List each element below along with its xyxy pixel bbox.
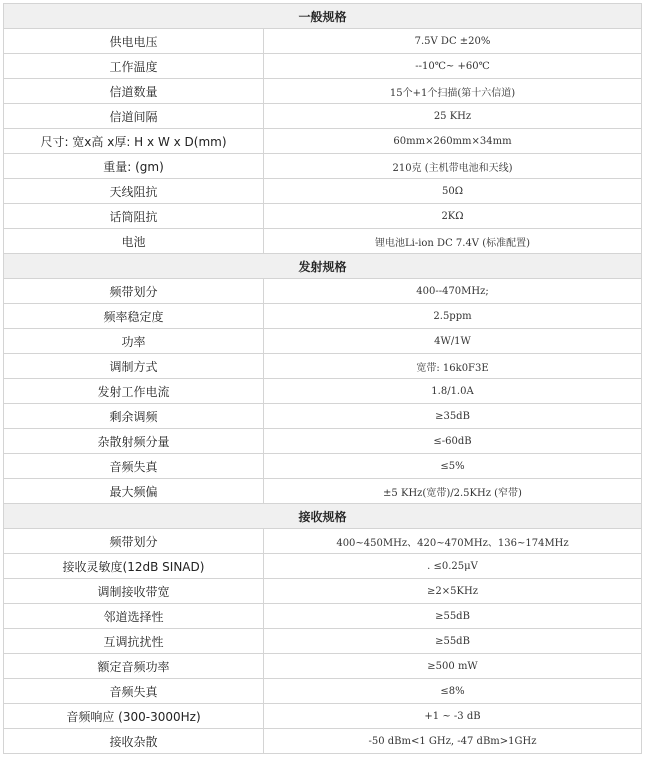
spec-label: 频带划分 — [4, 279, 264, 304]
spec-value: ≥35dB — [264, 404, 642, 429]
spec-label: 发射工作电流 — [4, 379, 264, 404]
spec-value: 15个+1个扫描(第十六信道) — [264, 79, 642, 104]
spec-label: 天线阻抗 — [4, 179, 264, 204]
spec-row — [4, 29, 642, 54]
spec-row — [4, 729, 642, 754]
spec-label: 接收杂散 — [4, 729, 264, 754]
spec-row — [4, 554, 642, 579]
spec-row — [4, 154, 642, 179]
spec-row — [4, 529, 642, 554]
spec-row — [4, 379, 642, 404]
spec-row — [4, 654, 642, 679]
spec-value: ≥500 mW — [264, 654, 642, 679]
section-header-row — [4, 254, 642, 279]
spec-row — [4, 479, 642, 504]
spec-value: --10℃~ +60℃ — [264, 54, 642, 79]
spec-label: 电池 — [4, 229, 264, 254]
spec-value: 2KΩ — [264, 204, 642, 229]
spec-label: 工作温度 — [4, 54, 264, 79]
spec-row — [4, 629, 642, 654]
spec-row — [4, 204, 642, 229]
spec-label: 信道数量 — [4, 79, 264, 104]
spec-label: 接收灵敏度(12dB SINAD) — [4, 554, 264, 579]
spec-value: ±5 KHz(宽带)/2.5KHz (窄带) — [264, 479, 642, 504]
spec-table-body — [4, 4, 642, 754]
section-title: 发射规格 — [4, 254, 642, 279]
spec-value: 锂电池Li-ion DC 7.4V (标准配置) — [264, 229, 642, 254]
spec-row — [4, 454, 642, 479]
spec-label: 频带划分 — [4, 529, 264, 554]
spec-row — [4, 104, 642, 129]
spec-row — [4, 54, 642, 79]
spec-value: 4W/1W — [264, 329, 642, 354]
spec-value: ≤5% — [264, 454, 642, 479]
spec-value: 宽带: 16k0F3E — [264, 354, 642, 379]
spec-row — [4, 604, 642, 629]
spec-label: 话筒阻抗 — [4, 204, 264, 229]
spec-label: 邻道选择性 — [4, 604, 264, 629]
spec-label: 音频失真 — [4, 454, 264, 479]
spec-value: +1 ~ -3 dB — [264, 704, 642, 729]
spec-label: 调制接收带宽 — [4, 579, 264, 604]
spec-row — [4, 354, 642, 379]
spec-label: 调制方式 — [4, 354, 264, 379]
spec-value: 50Ω — [264, 179, 642, 204]
spec-label: 频率稳定度 — [4, 304, 264, 329]
spec-value: 25 KHz — [264, 104, 642, 129]
spec-value: 400--470MHz; — [264, 279, 642, 304]
spec-table — [3, 3, 642, 754]
spec-value: 7.5V DC ±20% — [264, 29, 642, 54]
spec-label: 额定音频功率 — [4, 654, 264, 679]
spec-value: ≥55dB — [264, 629, 642, 654]
section-header-row — [4, 4, 642, 29]
spec-label: 剩余调频 — [4, 404, 264, 429]
spec-row — [4, 304, 642, 329]
spec-row — [4, 79, 642, 104]
spec-label: 互调抗扰性 — [4, 629, 264, 654]
spec-row — [4, 579, 642, 604]
section-title: 接收规格 — [4, 504, 642, 529]
spec-value: . ≤0.25μV — [264, 554, 642, 579]
spec-row — [4, 404, 642, 429]
spec-label: 杂散射频分量 — [4, 429, 264, 454]
section-title: 一般规格 — [4, 4, 642, 29]
spec-label: 供电电压 — [4, 29, 264, 54]
spec-value: ≥55dB — [264, 604, 642, 629]
spec-row — [4, 429, 642, 454]
section-header-row — [4, 504, 642, 529]
spec-label: 音频响应 (300-3000Hz) — [4, 704, 264, 729]
spec-row — [4, 704, 642, 729]
spec-label: 重量: (gm) — [4, 154, 264, 179]
spec-row — [4, 279, 642, 304]
spec-value: -50 dBm<1 GHz, -47 dBm>1GHz — [264, 729, 642, 754]
spec-row — [4, 679, 642, 704]
spec-row — [4, 129, 642, 154]
spec-value: 60mm×260mm×34mm — [264, 129, 642, 154]
spec-value: 400~450MHz、420~470MHz、136~174MHz — [264, 529, 642, 554]
spec-label: 功率 — [4, 329, 264, 354]
spec-value: ≤-60dB — [264, 429, 642, 454]
spec-label: 音频失真 — [4, 679, 264, 704]
spec-row — [4, 229, 642, 254]
spec-value: 210克 (主机带电池和天线) — [264, 154, 642, 179]
spec-label: 尺寸: 宽x高 x厚: H x W x D(mm) — [4, 129, 264, 154]
spec-value: 2.5ppm — [264, 304, 642, 329]
spec-value: ≥2×5KHz — [264, 579, 642, 604]
spec-row — [4, 329, 642, 354]
spec-label: 最大频偏 — [4, 479, 264, 504]
spec-value: ≤8% — [264, 679, 642, 704]
spec-value: 1.8/1.0A — [264, 379, 642, 404]
spec-label: 信道间隔 — [4, 104, 264, 129]
spec-row — [4, 179, 642, 204]
